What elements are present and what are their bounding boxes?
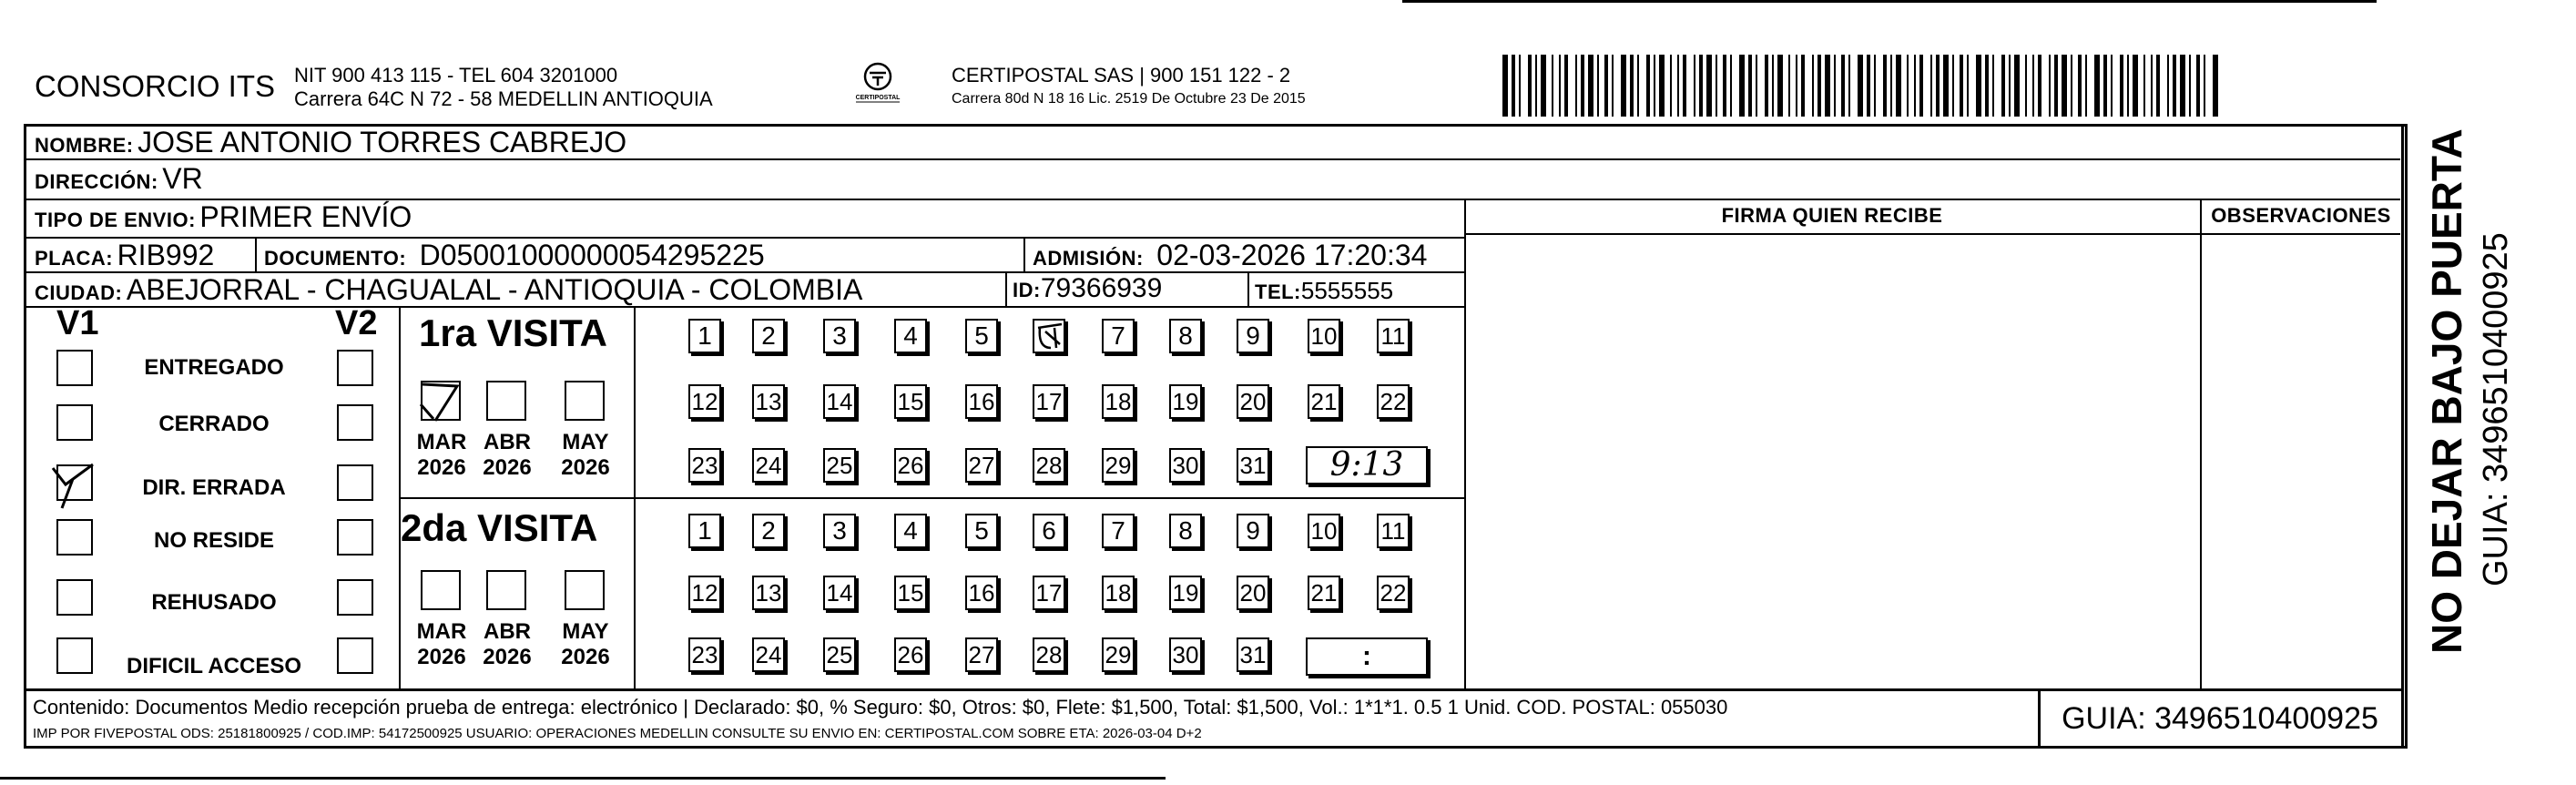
second-visit-month-box-may[interactable] (565, 570, 605, 610)
status-label-dificil-acceso: DIFICIL ACCESO (126, 654, 301, 678)
first-visit-day-5[interactable]: 5 (965, 319, 998, 353)
barcode-bar (1796, 55, 1797, 117)
barcode-bar (2054, 55, 2058, 117)
col-id-div (1005, 271, 1007, 306)
placa-label: PLACA: (35, 247, 114, 270)
barcode-bar (2103, 55, 2107, 117)
barcode-bar (2120, 55, 2123, 117)
second-visit-day-27[interactable]: 27 (965, 637, 998, 672)
barcode-bar (1699, 55, 1703, 117)
col-admision-div (1023, 237, 1025, 271)
first-visit-day-26[interactable]: 26 (894, 448, 927, 483)
barcode-bar (1765, 55, 1768, 117)
second-visit-day-28[interactable]: 28 (1033, 637, 1065, 672)
barcode-bar (2078, 55, 2082, 117)
first-visit-day-4[interactable]: 4 (894, 319, 927, 353)
carrier-logo-text: CERTIPOSTAL (855, 95, 901, 101)
barcode-bar (2001, 55, 2005, 117)
barcode-bar (1772, 55, 1774, 117)
barcode-bar (2071, 55, 2072, 117)
second-visit-day-1[interactable]: 1 (688, 514, 721, 548)
status-label-rehusado: REHUSADO (151, 590, 277, 615)
barcode-bar (1502, 55, 1508, 117)
ciudad-label: CIUDAD: (35, 281, 123, 304)
v1-checkbox-cerrado[interactable] (56, 404, 93, 441)
barcode-bar (1841, 55, 1845, 117)
barcode-bar (1612, 55, 1614, 117)
v2-header: V2 (335, 304, 378, 342)
observaciones-header: OBSERVACIONES (2211, 204, 2391, 227)
second-visit-day-9[interactable]: 9 (1237, 514, 1269, 548)
barcode-bar (1907, 55, 1909, 117)
barcode-bar (1867, 55, 1870, 117)
barcode-bar (1597, 55, 1599, 117)
barcode-bar (2094, 55, 2100, 117)
barcode-bar (1564, 55, 1568, 117)
second-visit-time-box[interactable] (1306, 637, 1428, 676)
barcode-bar (1621, 55, 1626, 117)
barcode-bar (1670, 55, 1672, 117)
first-visit-month-label-abr: ABR 2026 (483, 430, 532, 480)
first-visit-day-7[interactable]: 7 (1102, 319, 1135, 353)
carrier-logo (850, 60, 905, 109)
barcode-bar (2014, 55, 2020, 117)
second-visit-day-17[interactable]: 17 (1033, 576, 1065, 610)
second-visit-day-5[interactable]: 5 (965, 514, 998, 548)
visit-separator (399, 497, 1464, 499)
first-visit-day-13[interactable]: 13 (752, 384, 785, 419)
v2-checkbox-rehusado[interactable] (337, 579, 373, 616)
first-visit-day-27[interactable]: 27 (965, 448, 998, 483)
v2-checkbox-dificil-acceso[interactable] (337, 637, 373, 674)
placa-value: RIB992 (117, 239, 215, 271)
first-visit-title: 1ra VISITA (419, 311, 607, 354)
barcode-bar (2133, 55, 2138, 117)
first-visit-day-25[interactable]: 25 (823, 448, 856, 483)
carrier-info-line2: Carrera 80d N 18 16 Lic. 2519 De Octubre 23 De 2015 (952, 91, 1306, 107)
barcode-bar (2167, 55, 2169, 117)
barcode-bar (1683, 55, 1686, 117)
v1-checkbox-no-reside[interactable] (56, 519, 93, 556)
barcode-bar (1874, 55, 1876, 117)
barcode-bar (2189, 55, 2191, 117)
v2-checkbox-entregado[interactable] (337, 350, 373, 386)
nombre-row (35, 126, 626, 159)
second-visit-day-20[interactable]: 20 (1237, 576, 1269, 610)
side-warning: NO DEJAR BAJO PUERTA (2423, 128, 2470, 654)
col-tel-div (1247, 271, 1249, 306)
first-visit-day-3[interactable]: 3 (823, 319, 856, 353)
placa-cell (35, 239, 214, 272)
first-visit-day-24[interactable]: 24 (752, 448, 785, 483)
barcode-bar (1694, 55, 1695, 117)
second-visit-day-16[interactable]: 16 (965, 576, 998, 610)
barcode-bar (2196, 55, 2200, 117)
barcode (1502, 55, 2222, 117)
second-visit-day-25[interactable]: 25 (823, 637, 856, 672)
second-visit-day-23[interactable]: 23 (688, 637, 721, 672)
barcode-bar (1677, 55, 1679, 117)
barcode-bar (1581, 55, 1584, 117)
direccion-value: VR (162, 162, 203, 195)
barcode-bar (1788, 55, 1790, 117)
barcode-bar (2127, 55, 2129, 117)
status-label-cerrado: CERRADO (158, 412, 270, 436)
tel-label: TEL: (1255, 280, 1301, 303)
footer-top-line (24, 688, 2402, 691)
second-visit-day-15[interactable]: 15 (894, 576, 927, 610)
barcode-bar (2111, 55, 2113, 117)
barcode-bar (1706, 55, 1712, 117)
second-visit-day-24[interactable]: 24 (752, 637, 785, 672)
barcode-bar (1985, 55, 1989, 117)
footer-contenido: Contenido: Documentos Medio recepción prueba de entrega: electrónico | Declarado: $0, % Seguro: $0, Otros: $0, Flete: $1,500, Total: $1,500, Vol.: 1*1*1. 0.5 1 Unid. COD. POSTAL: 055030 (33, 696, 1728, 719)
second-visit-day-12[interactable]: 12 (688, 576, 721, 610)
barcode-bar (1748, 55, 1752, 117)
second-visit-day-3[interactable]: 3 (823, 514, 856, 548)
second-visit-month-box-abr[interactable] (486, 570, 526, 610)
barcode-bar (1541, 55, 1546, 117)
barcode-bar (1858, 55, 1863, 117)
barcode-bar (1512, 55, 1515, 117)
barcode-bar (1817, 55, 1821, 117)
barcode-bar (1519, 55, 1521, 117)
documento-value: D05001000000054295225 (419, 239, 765, 271)
ciudad-cell (35, 273, 862, 307)
first-visit-day-31[interactable]: 31 (1237, 448, 1269, 483)
barcode-bar (1890, 55, 1892, 117)
first-visit-day-17[interactable]: 17 (1033, 384, 1065, 419)
barcode-bar (1604, 55, 1608, 117)
first-visit-month-box-abr[interactable] (486, 381, 526, 421)
barcode-bar (1976, 55, 1981, 117)
first-visit-time: 9:13 (1329, 446, 1404, 484)
second-visit-day-18[interactable]: 18 (1102, 576, 1135, 610)
first-visit-day-2[interactable]: 2 (752, 319, 785, 353)
barcode-bar (1834, 55, 1836, 117)
company-info-line2: Carrera 64C N 72 - 58 MEDELLIN ANTIOQUIA (294, 87, 713, 110)
first-visit-day-23[interactable]: 23 (688, 448, 721, 483)
carrier-logo-icon (850, 60, 905, 109)
v1-checkbox-dificil-acceso[interactable] (56, 637, 93, 674)
barcode-bar (1588, 55, 1593, 117)
barcode-bar (2032, 55, 2034, 117)
id-label: ID: (1013, 279, 1041, 301)
second-visit-month-label-abr: ABR 2026 (483, 619, 532, 669)
first-visit-day-30[interactable]: 30 (1169, 448, 1202, 483)
second-visit-month-box-mar[interactable] (421, 570, 461, 610)
v2-checkbox-cerrado[interactable] (337, 404, 373, 441)
documento-label: DOCUMENTO: (264, 247, 407, 270)
first-visit-day-12[interactable]: 12 (688, 384, 721, 419)
direccion-row (35, 162, 203, 196)
first-visit-month-box-may[interactable] (565, 381, 605, 421)
barcode-bar (1919, 55, 1923, 117)
col-firma-left (1464, 199, 1466, 688)
scan-bottom-line (0, 777, 1166, 780)
barcode-bar (1630, 55, 1634, 117)
col-obs-left (2200, 199, 2202, 688)
barcode-bar (1730, 55, 1732, 117)
barcode-bar (1723, 55, 1726, 117)
second-visit-month-label-may: MAY 2026 (561, 619, 610, 669)
barcode-bar (1960, 55, 1963, 117)
first-visit-day-1[interactable]: 1 (688, 319, 721, 353)
barcode-bar (1528, 55, 1532, 117)
second-visit-day-13[interactable]: 13 (752, 576, 785, 610)
second-visit-title: 2da VISITA (401, 506, 598, 549)
first-visit-day-28[interactable]: 28 (1033, 448, 1065, 483)
barcode-bar (1756, 55, 1757, 117)
barcode-bar (1535, 55, 1537, 117)
company-info-line1: NIT 900 413 115 - TEL 604 3201000 (294, 64, 618, 87)
second-visit-day-14[interactable]: 14 (823, 576, 856, 610)
status-label-no-reside: NO RESIDE (153, 528, 275, 553)
barcode-bar (1654, 55, 1655, 117)
v1-checkbox-entregado[interactable] (56, 350, 93, 386)
barcode-bar (1716, 55, 1717, 117)
second-visit-day-22[interactable]: 22 (1377, 576, 1410, 610)
row-line-3b (1466, 233, 2400, 235)
tipo-row (35, 200, 412, 234)
first-visit-day-6-mark (1034, 321, 1065, 353)
id-value: 79366939 (1040, 273, 1163, 303)
tel-cell (1255, 277, 1393, 305)
company-name: CONSORCIO ITS (35, 69, 276, 103)
first-visit-day-22[interactable]: 22 (1377, 384, 1410, 419)
barcode-bar (2085, 55, 2087, 117)
barcode-bar (2025, 55, 2027, 117)
col-placa-div (255, 237, 257, 271)
barcode-bar (1896, 55, 1901, 117)
barcode-bar (2038, 55, 2041, 117)
barcode-bar (1575, 55, 1577, 117)
barcode-bar (1936, 55, 1940, 117)
first-visit-month-label-mar: MAR 2026 (416, 430, 467, 480)
first-visit-day-6[interactable] (1033, 319, 1065, 353)
barcode-bar (1637, 55, 1639, 117)
dir-errada-v1-check-mark (47, 459, 102, 510)
barcode-bar (1914, 55, 1916, 117)
barcode-bar (1552, 55, 1553, 117)
second-visit-day-21[interactable]: 21 (1308, 576, 1340, 610)
admision-value: 02-03-2026 17:20:34 (1156, 239, 1428, 271)
v2-checkbox-dir-errada[interactable] (337, 464, 373, 501)
firma-header: FIRMA QUIEN RECIBE (1721, 204, 1943, 227)
tipo-label: TIPO DE ENVIO: (35, 209, 196, 231)
second-visit-day-7[interactable]: 7 (1102, 514, 1135, 548)
barcode-bar (2062, 55, 2067, 117)
barcode-bar (1992, 55, 1994, 117)
tel-value: 5555555 (1300, 277, 1394, 304)
barcode-bar (2173, 55, 2176, 117)
direccion-label: DIRECCIÓN: (35, 170, 158, 193)
v1-checkbox-rehusado[interactable] (56, 579, 93, 616)
barcode-bar (2180, 55, 2185, 117)
barcode-bar (1883, 55, 1887, 117)
barcode-bar (2156, 55, 2160, 117)
barcode-bar (1739, 55, 1745, 117)
barcode-bar (1812, 55, 1814, 117)
barcode-bar (1952, 55, 1954, 117)
first-visit-day-29[interactable]: 29 (1102, 448, 1135, 483)
first-visit-day-10[interactable]: 10 (1308, 319, 1340, 353)
barcode-bar (2204, 55, 2205, 117)
first-visit-day-15[interactable]: 15 (894, 384, 927, 419)
second-visit-time: : (1362, 641, 1371, 671)
barcode-bar (1801, 55, 1805, 117)
second-visit-day-4[interactable]: 4 (894, 514, 927, 548)
first-visit-day-18[interactable]: 18 (1102, 384, 1135, 419)
documento-cell (264, 239, 765, 272)
first-visit-day-21[interactable]: 21 (1308, 384, 1340, 419)
second-visit-day-8[interactable]: 8 (1169, 514, 1202, 548)
first-visit-month-label-may: MAY 2026 (561, 430, 610, 480)
carrier-info-line1: CERTIPOSTAL SAS | 900 151 122 - 2 (952, 64, 1291, 87)
v2-checkbox-no-reside[interactable] (337, 519, 373, 556)
first-visit-time-box[interactable] (1306, 446, 1428, 484)
status-label-dir-errada: DIR. ERRADA (142, 475, 286, 500)
barcode-bar (2151, 55, 2153, 117)
barcode-bar (1825, 55, 1830, 117)
barcode-bar (2009, 55, 2011, 117)
barcode-bar (2213, 55, 2218, 117)
first-visit-day-11[interactable]: 11 (1377, 319, 1410, 353)
scan-top-line (1402, 0, 2377, 3)
second-visit-day-6[interactable]: 6 (1033, 514, 1065, 548)
second-visit-day-26[interactable]: 26 (894, 637, 927, 672)
barcode-bar (1930, 55, 1932, 117)
second-visit-day-29[interactable]: 29 (1102, 637, 1135, 672)
ciudad-value: ABEJORRAL - CHAGUALAL - ANTIOQUIA - COLOMBIA (126, 273, 863, 306)
first-visit-day-20[interactable]: 20 (1237, 384, 1269, 419)
first-visit-day-8[interactable]: 8 (1169, 319, 1202, 353)
first-visit-month-mar-check-mark (415, 377, 466, 426)
barcode-bar (1943, 55, 1949, 117)
barcode-bar (1559, 55, 1561, 117)
first-visit-day-16[interactable]: 16 (965, 384, 998, 419)
second-visit-day-30[interactable]: 30 (1169, 637, 1202, 672)
barcode-bar (2143, 55, 2145, 117)
nombre-value: JOSE ANTONIO TORRES CABREJO (137, 126, 627, 158)
second-visit-day-19[interactable]: 19 (1169, 576, 1202, 610)
tipo-value: PRIMER ENVÍO (199, 200, 412, 233)
admision-label: ADMISIÓN: (1033, 247, 1144, 270)
second-visit-day-11[interactable]: 11 (1377, 514, 1410, 548)
second-visit-day-31[interactable]: 31 (1237, 637, 1269, 672)
second-visit-month-label-mar: MAR 2026 (416, 619, 467, 669)
first-visit-day-9[interactable]: 9 (1237, 319, 1269, 353)
v1-header: V1 (56, 304, 99, 342)
id-cell (1013, 273, 1162, 304)
footer-guia: GUIA: 3496510400925 (2062, 701, 2378, 736)
first-visit-day-19[interactable]: 19 (1169, 384, 1202, 419)
barcode-bar (1967, 55, 1969, 117)
first-visit-day-14[interactable]: 14 (823, 384, 856, 419)
barcode-bar (2049, 55, 2051, 117)
side-frame (2404, 124, 2408, 749)
side-guia: GUIA: 3496510400925 (2477, 232, 2515, 586)
barcode-bar (1659, 55, 1665, 117)
footer-imp: IMP POR FIVEPOSTAL ODS: 25181800925 / COD.IMP: 54172500925 USUARIO: OPERACIONES MEDELLIN CONSULTE SU ENVIO EN: CERTIPOSTAL.COM SOBRE ETA: 2026-03-04 D+2 (33, 726, 1202, 741)
barcode-bar (1777, 55, 1783, 117)
second-visit-day-10[interactable]: 10 (1308, 514, 1340, 548)
status-label-entregado: ENTREGADO (144, 355, 284, 380)
second-visit-day-2[interactable]: 2 (752, 514, 785, 548)
barcode-bar (1848, 55, 1850, 117)
nombre-label: NOMBRE: (35, 134, 134, 157)
barcode-bar (1646, 55, 1650, 117)
admision-cell (1033, 239, 1427, 272)
